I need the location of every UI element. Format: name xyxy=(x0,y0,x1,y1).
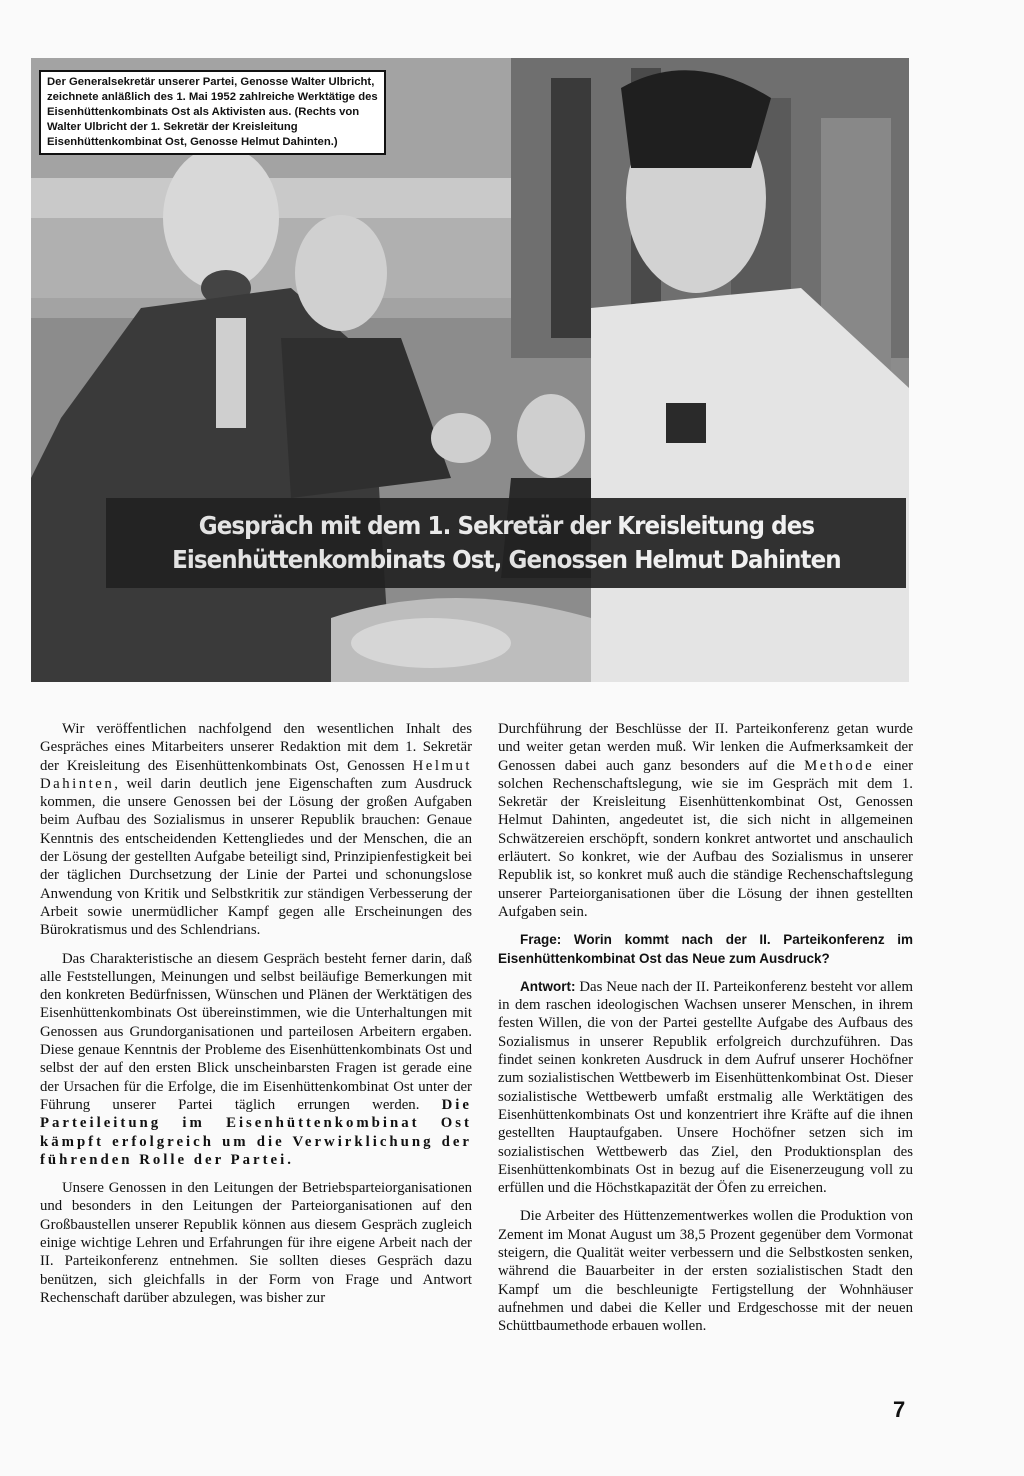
method-text-start: Durchführung der Beschlüsse der II. Parteikonferenz getan wurde und weiter getan werden muß. Wir lenken die Aufmerksamkeit der Genossen dabei auch ganz besonders auf die xyxy=(498,721,913,774)
intro-text-end: , weil darin deutlich jene Eigenschaften zum Ausdruck kommen, die unsere Genossen bei der Lösung der großen Aufgaben beim Aufbau des Sozialismus in unserer Republik brauchen: Genaue Kenntnis des entscheidenden Kettengliedes und der Menschen, die an der Lösung der gestellten Aufgabe beteiligt sind, Prinzipienfestigkeit bei der täglichen Durchsetzung der Linie der Partei und schonungslose Anwendung von Kritik und Selbstkritik zur ständigen Verbesserung der Arbeit sowie unermüdlicher Kampf gegen alle Erscheinungen des Bürokratismus und des Schlendrians. xyxy=(40,775,472,939)
intro-text-start: Wir veröffentlichen nachfolgend den wesentlichen Inhalt des Gespräches eines Mitarbeiters unserer Redaktion mit dem 1. Sekretär der Kreisleitung des Eisenhüttenkombinats Ost, Genossen xyxy=(40,721,472,774)
headline-banner xyxy=(106,498,906,588)
headline-line-2: Eisenhüttenkombinats Ost, Genossen Helmut Dahinten xyxy=(171,545,841,574)
paragraph-characteristic xyxy=(40,950,472,1170)
article-column-right xyxy=(498,720,913,1346)
paragraph-method xyxy=(498,720,913,921)
method-text-end: einer solchen Rechenschaftslegung, wie sie im Gespräch mit dem 1. Sekretär der Kreisleitung Eisenhüttenkombinat Ost, Genossen Helmut Dahinten, angedeutet ist, die sich nicht in allgemeinen Schwätzereien erschöpft, sondern konkret antwortet und anschaulich erläutert. So konkret, wie der Aufbau des Sozialismus in unserer Republik ist, so konkret muß auch die ständige Rechenschaftslegung unserer Parteiorganisationen über die Lösung der ihnen gestellten Aufgaben sein. xyxy=(498,757,913,920)
article-column-left xyxy=(40,720,472,1317)
answer-text: Das Neue nach der II. Parteikonferenz besteht vor allem in dem raschen ideologischen Wachsen unserer Menschen, in ihrem festen Willen, die von der Partei gestellte Aufgabe des Aufbaus des Sozialismus in unserer Republik erfolgreich durchzuführen. Das findet seinen konkreten Ausdruck in dem Aufruf unserer Hochöfner zum sozialistischen Wettbewerb im Eisenhüttenkombinat Ost. Dieser sozialistische Wettbewerb umfaßt erstmalig alle Werktätigen des Eisenhüttenkombinats Ost und konzentriert ihre Kräfte auf die ihnen gestellten Hauptaufgaben. Unsere Hochöfner setzen sich im sozialistischen Wettbewerb das Ziel, den Produktionsplan des Eisenhüttenkombinats Ost in bezug auf die Eisenerzeugung voll zu erfüllen und die Höchstkapazität der Öfen zu erreichen. xyxy=(498,978,913,1197)
paragraph-lessons: Unsere Genossen in den Leitungen der Betriebsparteiorganisationen und besonders in den Leitungen der Parteiorganisationen auf den Großbaustellen unserer Republik können aus diesem Gespräch zugleich einige wichtige Lehren und Erfahrungen für ihre eigene Arbeit nach der II. Parteikonferenz entnehmen. Sie sollten dieses Gespräch dazu benützen, sich gleichfalls in der Form von Frage und Antwort Rechenschaft darüber abzulegen, was bisher zur xyxy=(40,1180,472,1306)
answer-label: Antwort: xyxy=(520,978,576,994)
page-number: 7 xyxy=(893,1397,906,1422)
paragraph-intro xyxy=(40,720,472,940)
headline-line-1: Gespräch mit dem 1. Sekretär der Kreisleitung des xyxy=(198,511,814,540)
characteristic-text: Das Charakteristische an diesem Gespräch besteht ferner darin, daß alle Feststellungen, Meinungen und selbst beiläufige Bemerkungen mit den konkreten Bedürfnissen, Wünschen und Plänen der Werktätigen des Eisenhüttenkombinats Ost übereinstimmen, wie die Unterhaltungen mit Genossen aus Grundorganisationen und parteilosen Arbeitern ergaben. Diese genaue Kenntnis der Probleme des Eisenhüttenkombinats Ost und selbst der auf den ersten Blick unscheinbarsten Fragen ist gerade eine der Ursachen für die Erfolge, die im Eisenhüttenkombinat Ost unter der Führung unserer Partei täglich errungen werden. xyxy=(40,950,472,1113)
characteristic-emphasis: Die Parteileitung im Eisenhüttenkombinat Ost kämpft erfolgreich um die Verwirklichung der führenden Rolle der Partei. xyxy=(40,1096,472,1168)
paragraph-cement: Die Arbeiter des Hüttenzementwerkes wollen die Produktion von Zement im Monat August um 38,5 Prozent gegenüber dem Vormonat steigern, die Qualität weiter verbessern und die Selbstkosten senken, während die Bauarbeiter in der ersten sozialistischen Stadt den Kampf um die beschleunigte Fertigstellung der Wohnhäuser aufnehmen und dabei die Keller und Erdgeschosse mit der neuen Schüttbaumethode erbauen wollen. xyxy=(498,1208,913,1335)
paragraph-answer xyxy=(498,978,913,1198)
photo-caption-text: Der Generalsekretär unserer Partei, Genosse Walter Ulbricht, zeichnete anläßlich des 1. Mai 1952 zahlreiche Werktätige des Eisenhüttenkombinats Ost als Aktivisten aus. (Rechts von Walter Ulbricht der 1. Sekretär der Kreisleitung Eisenhüttenkombinat Ost, Genosse Helmut Dahinten.) xyxy=(47,76,378,148)
intro-name-spaced: Helmut Dahinten xyxy=(40,757,472,792)
method-word-spaced: Methode xyxy=(804,757,875,774)
photo-caption xyxy=(39,70,386,155)
photo-ulbricht-award xyxy=(31,58,909,682)
question-heading: Frage: Worin kommt nach der II. Parteikonferenz im Eisenhüttenkombinat Ost das Neue zum Ausdruck? xyxy=(498,932,913,966)
